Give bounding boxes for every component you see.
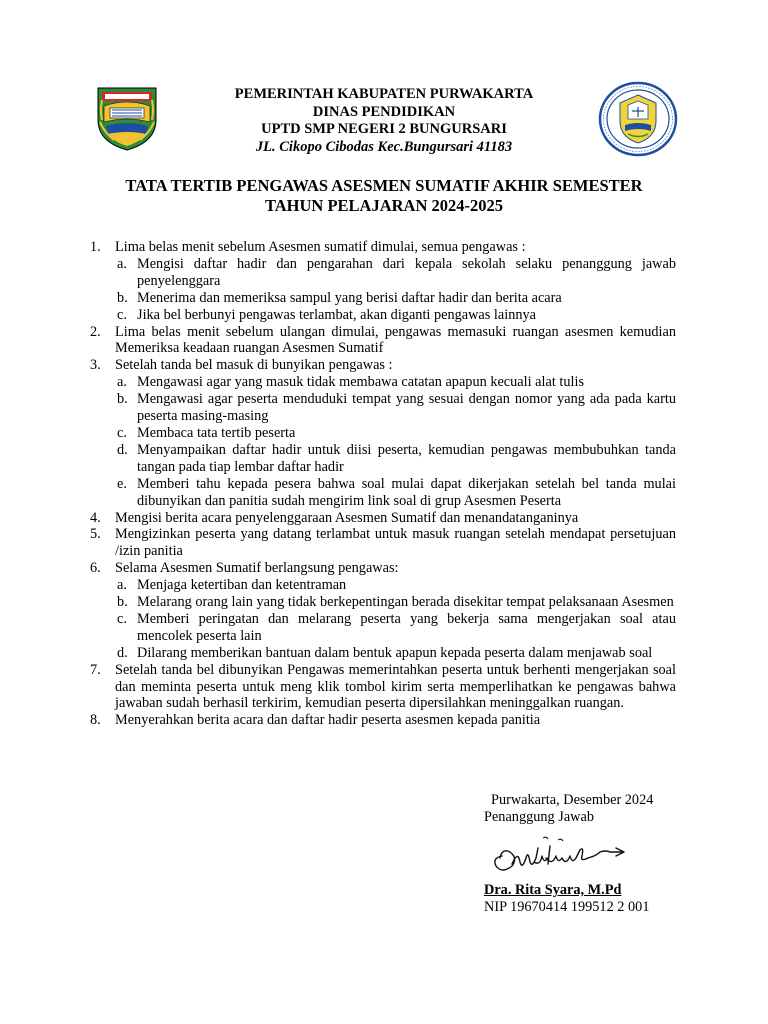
rule-number: 7.	[90, 661, 101, 678]
rule-subitem	[90, 391, 676, 425]
handwritten-signature	[488, 828, 638, 882]
rule-number: 3.	[90, 357, 101, 374]
department-name: DINAS PENDIDIKAN	[312, 103, 456, 120]
school-address: JL. Cikopo Cibodas Kec.Bungursari 41183	[255, 138, 513, 155]
rule-text: Mengizinkan peserta yang datang terlambat untuk masuk ruangan setelah mendapat persetujuan /izin panitia	[115, 526, 676, 560]
subitem-letter: a.	[117, 577, 127, 594]
signatory-nip: NIP 19670414 199512 2 001	[484, 899, 650, 915]
subitem-text: Dilarang memberikan bantuan dalam bentuk apapun kepada peserta dalam menjawab soal	[137, 644, 653, 661]
rule-item	[90, 526, 676, 560]
rule-subitem	[90, 577, 676, 594]
subitem-text: Memberi peringatan dan melarang peserta yang bekerja sama mengerjakan soal atau mencolek peserta lain	[137, 610, 676, 644]
rule-number: 8.	[90, 712, 101, 729]
signatory-name: Dra. Rita Syara, M.Pd	[484, 882, 622, 898]
rule-subitem	[90, 645, 676, 662]
subitem-text: Mengawasi agar peserta menduduki tempat yang sesuai dengan nomor yang ada pada kartu peserta masing-masing	[137, 391, 676, 425]
school-name: UPTD SMP NEGERI 2 BUNGURSARI	[261, 121, 507, 137]
rule-item	[90, 357, 676, 374]
subitem-text: Menjaga ketertiban dan ketentraman	[137, 577, 347, 594]
subitem-text: Mengisi daftar hadir dan pengarahan dari kepala sekolah selaku penanggung jawab penyelenggara	[137, 255, 676, 289]
rule-text: Mengisi berita acara penyelenggaraan Asesmen Sumatif dan menandatanganinya	[115, 509, 579, 526]
rule-text: Selama Asesmen Sumatif berlangsung pengawas:	[115, 560, 399, 577]
subitem-letter: b.	[117, 289, 128, 306]
rule-subitem	[90, 374, 676, 391]
rule-subitem	[90, 442, 676, 476]
rule-number: 6.	[90, 560, 101, 577]
rule-number: 4.	[90, 509, 101, 526]
rule-number: 5.	[90, 526, 101, 543]
subitem-letter: c.	[117, 306, 127, 323]
subitem-text: Jika bel berbunyi pengawas terlambat, akan diganti pengawas lainnya	[137, 306, 536, 323]
rule-subitem	[90, 290, 676, 307]
rule-item	[90, 560, 676, 577]
rule-item	[90, 239, 676, 256]
rule-subitem	[90, 256, 676, 290]
rule-text: Setelah tanda bel dibunyikan Pengawas memerintahkan peserta untuk berhenti mengerjakan soal dan meminta peserta untuk meng klik tombol kirim serta memperlihatkan ke pengawas bahwa jawaban sudah berhasil terkirim, kemudian peserta dipersilahkan meninggalkan ruangan.	[115, 661, 676, 712]
subitem-letter: d.	[117, 441, 128, 458]
subitem-text: Mengawasi agar yang masuk tidak membawa catatan apapun kecuali alat tulis	[137, 374, 585, 391]
rule-number: 2.	[90, 323, 101, 340]
kabupaten-purwakarta-logo	[96, 86, 158, 152]
subitem-text: Menyampaikan daftar hadir untuk diisi peserta, kemudian pengawas membubuhkan tanda tangan pada tiap lembar daftar hadir	[137, 441, 676, 475]
rule-text: Lima belas menit sebelum Asesmen sumatif dimulai, semua pengawas :	[115, 239, 526, 255]
rule-subitem	[90, 611, 676, 645]
subitem-text: Menerima dan memeriksa sampul yang berisi daftar hadir dan berita acara	[137, 289, 562, 306]
rule-subitem	[90, 594, 676, 611]
subitem-text: Membaca tata tertib peserta	[137, 424, 296, 441]
rules-list	[90, 239, 676, 729]
subitem-letter: e.	[117, 475, 127, 492]
subitem-text: Memberi tahu kepada pesera bahwa soal mulai dapat dikerjakan setelah bel tanda mulai dibunyikan dan panitia sudah mengirim link soal di grup Asesmen Peserta	[137, 475, 676, 509]
rule-text: Lima belas menit sebelum ulangan dimulai, pengawas memasuki ruangan asesmen kemudian Memeriksa keadaan ruangan Asesmen Sumatif	[115, 323, 676, 357]
rule-item	[90, 324, 676, 358]
rule-subitem	[90, 307, 676, 324]
subitem-text: Melarang orang lain yang tidak berkepentingan berada disekitar tempat pelaksanaan Asesmen	[137, 594, 674, 611]
subitem-letter: b.	[117, 391, 128, 408]
letterhead-text	[170, 86, 598, 156]
signatory-role: Penanggung Jawab	[484, 809, 594, 825]
signature-block	[484, 792, 714, 916]
smp-negeri-2-bungursari-logo	[598, 81, 678, 157]
rule-subitem	[90, 425, 676, 442]
subitem-letter: a.	[117, 255, 127, 272]
rule-item	[90, 510, 676, 527]
subitem-letter: a.	[117, 374, 127, 391]
rule-subitem	[90, 476, 676, 510]
rule-text: Menyerahkan berita acara dan daftar hadir peserta asesmen kepada panitia	[115, 712, 541, 729]
subitem-letter: d.	[117, 644, 128, 661]
government-name: PEMERINTAH KABUPATEN PURWAKARTA	[234, 86, 534, 102]
rule-item	[90, 712, 676, 729]
letterhead	[0, 0, 768, 160]
rule-item	[90, 662, 676, 713]
document-title	[60, 176, 708, 216]
rule-number: 1.	[90, 239, 101, 255]
subitem-letter: b.	[117, 594, 128, 611]
place-date: Purwakarta, Desember 2024	[491, 792, 654, 808]
title-line-2: TAHUN PELAJARAN 2024-2025	[264, 196, 504, 215]
rule-text: Setelah tanda bel masuk di bunyikan pengawas :	[115, 357, 393, 374]
subitem-letter: c.	[117, 424, 127, 441]
subitem-letter: c.	[117, 610, 127, 627]
title-line-1: TATA TERTIB PENGAWAS ASESMEN SUMATIF AKHIR SEMESTER	[125, 176, 643, 195]
